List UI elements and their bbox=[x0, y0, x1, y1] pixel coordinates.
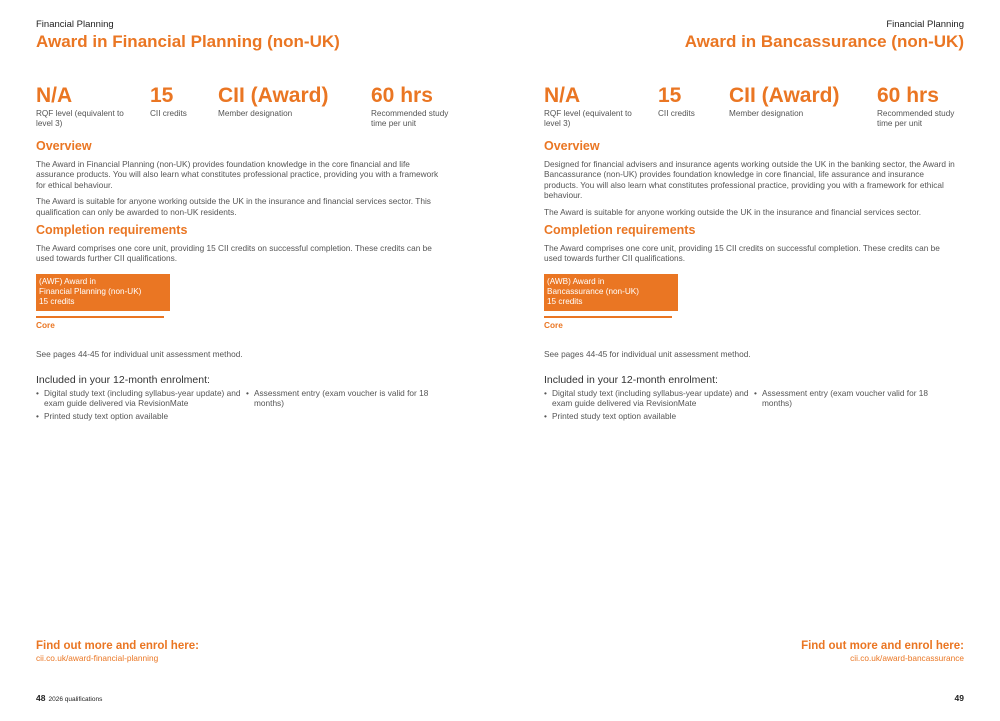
list-item: • Assessment entry (exam voucher valid for 18 months) bbox=[754, 388, 944, 408]
included-heading: Included in your 12-month enrolment: bbox=[36, 373, 210, 386]
stat-label: Member designation bbox=[218, 109, 293, 118]
included-column bbox=[36, 388, 246, 424]
enrol-cta bbox=[36, 639, 199, 663]
list-item: • Digital study text (including syllabus-year update) and exam guide delivered via RevisionMate bbox=[544, 388, 754, 408]
cta-heading: Find out more and enrol here: bbox=[801, 640, 964, 652]
stat-label: Recommended study time per unit bbox=[877, 109, 955, 128]
unit-credits: 15 credits bbox=[39, 296, 75, 306]
overview-paragraph: The Award in Financial Planning (non-UK) provides foundation knowledge in the core financial and life assurance products. You will also learn what constitutes professional practice, providing you with a framework for ethical behaviour. bbox=[36, 159, 439, 190]
page-number-value: 49 bbox=[954, 693, 964, 703]
page-number-value: 48 bbox=[36, 693, 46, 703]
overview-paragraph: The Award is suitable for anyone working outside the UK in the insurance and financial services sector. bbox=[544, 206, 922, 217]
page-number bbox=[36, 693, 102, 703]
stat-label: RQF level (equivalent to level 3) bbox=[544, 109, 632, 128]
cta-heading: Find out more and enrol here: bbox=[36, 640, 199, 652]
stat-label: Member designation bbox=[729, 109, 804, 118]
unit-credits: 15 credits bbox=[547, 296, 583, 306]
included-list bbox=[544, 388, 958, 424]
stat-rqf-level bbox=[544, 84, 644, 128]
right-page bbox=[500, 0, 1000, 721]
stat-value: N/A bbox=[544, 84, 581, 107]
completion-heading: Completion requirements bbox=[36, 223, 188, 238]
unit-title: Bancassurance (non-UK) bbox=[547, 286, 639, 296]
list-item: • Printed study text option available bbox=[544, 411, 754, 421]
overview-paragraph: The Award is suitable for anyone working outside the UK in the insurance and financial services sector. This qualification can only be awarded to non-UK residents. bbox=[36, 196, 431, 217]
completion-heading: Completion requirements bbox=[544, 223, 696, 238]
key-facts bbox=[0, 84, 500, 134]
stat-value: 15 bbox=[150, 84, 174, 107]
list-item: • Assessment entry (exam voucher is valid for 18 months) bbox=[246, 388, 436, 408]
core-label: Core bbox=[544, 319, 563, 330]
stat-value: N/A bbox=[36, 84, 73, 107]
unit-code: (AWB) Award in bbox=[547, 276, 605, 286]
overview-heading: Overview bbox=[544, 139, 600, 153]
page-title: Award in Financial Planning (non-UK) bbox=[36, 32, 340, 51]
page-title: Award in Bancassurance (non-UK) bbox=[684, 32, 964, 51]
stat-value: 60 hrs bbox=[371, 84, 433, 107]
completion-text: The Award comprises one core unit, providing 15 CII credits on successful completion. These credits can be used towards further CII qualifications. bbox=[544, 243, 940, 264]
cta-link[interactable]: cii.co.uk/award-financial-planning bbox=[36, 653, 159, 663]
stat-value: 60 hrs bbox=[877, 84, 939, 107]
list-item: • Printed study text option available bbox=[36, 411, 246, 421]
assessment-note: See pages 44-45 for individual unit assessment method. bbox=[36, 348, 243, 359]
stat-label: Recommended study time per unit bbox=[371, 109, 449, 128]
stat-designation bbox=[729, 84, 869, 119]
page-footer-text: 2026 qualifications bbox=[48, 696, 103, 703]
included-column bbox=[544, 388, 754, 424]
stat-credits bbox=[150, 84, 210, 119]
key-facts bbox=[500, 84, 1000, 134]
included-column bbox=[246, 388, 436, 424]
unit-title: Financial Planning (non-UK) bbox=[39, 286, 142, 296]
stat-label: RQF level (equivalent to level 3) bbox=[36, 109, 124, 128]
enrol-cta bbox=[801, 639, 964, 663]
stat-rqf-level bbox=[36, 84, 136, 128]
stat-credits bbox=[658, 84, 718, 119]
unit-divider bbox=[36, 316, 164, 318]
included-list bbox=[36, 388, 446, 424]
overview-paragraph: Designed for financial advisers and insurance agents working outside the UK in the banking sector, the Award in Bancassurance (non-UK) provides foundation knowledge in core financial, life assurance and insurance products. You will also learn what constitutes professional practice, providing you with a framework for ethical behaviour. bbox=[544, 159, 955, 201]
core-label: Core bbox=[36, 319, 55, 330]
page-content bbox=[544, 139, 958, 424]
overview-heading: Overview bbox=[36, 139, 92, 153]
unit-card bbox=[544, 274, 678, 311]
stat-designation bbox=[218, 84, 358, 119]
unit-divider bbox=[544, 316, 672, 318]
included-heading: Included in your 12-month enrolment: bbox=[544, 373, 718, 386]
section-label: Financial Planning bbox=[886, 19, 964, 30]
included-column bbox=[754, 388, 944, 424]
stat-label: CII credits bbox=[658, 109, 695, 118]
section-label: Financial Planning bbox=[36, 19, 114, 30]
list-item: • Digital study text (including syllabus-year update) and exam guide delivered via RevisionMate bbox=[36, 388, 246, 408]
assessment-note: See pages 44-45 for individual unit assessment method. bbox=[544, 348, 751, 359]
unit-code: (AWF) Award in bbox=[39, 276, 96, 286]
page-number bbox=[955, 693, 964, 703]
stat-value: CII (Award) bbox=[729, 84, 840, 107]
cta-link[interactable]: cii.co.uk/award-bancassurance bbox=[850, 653, 964, 663]
stat-study-time bbox=[371, 84, 466, 128]
stat-label: CII credits bbox=[150, 109, 187, 118]
stat-value: CII (Award) bbox=[218, 84, 329, 107]
stat-study-time bbox=[877, 84, 972, 128]
page-content bbox=[36, 139, 446, 424]
unit-card bbox=[36, 274, 170, 311]
completion-text: The Award comprises one core unit, providing 15 CII credits on successful completion. These credits can be used towards further CII qualifications. bbox=[36, 243, 432, 264]
stat-value: 15 bbox=[658, 84, 682, 107]
